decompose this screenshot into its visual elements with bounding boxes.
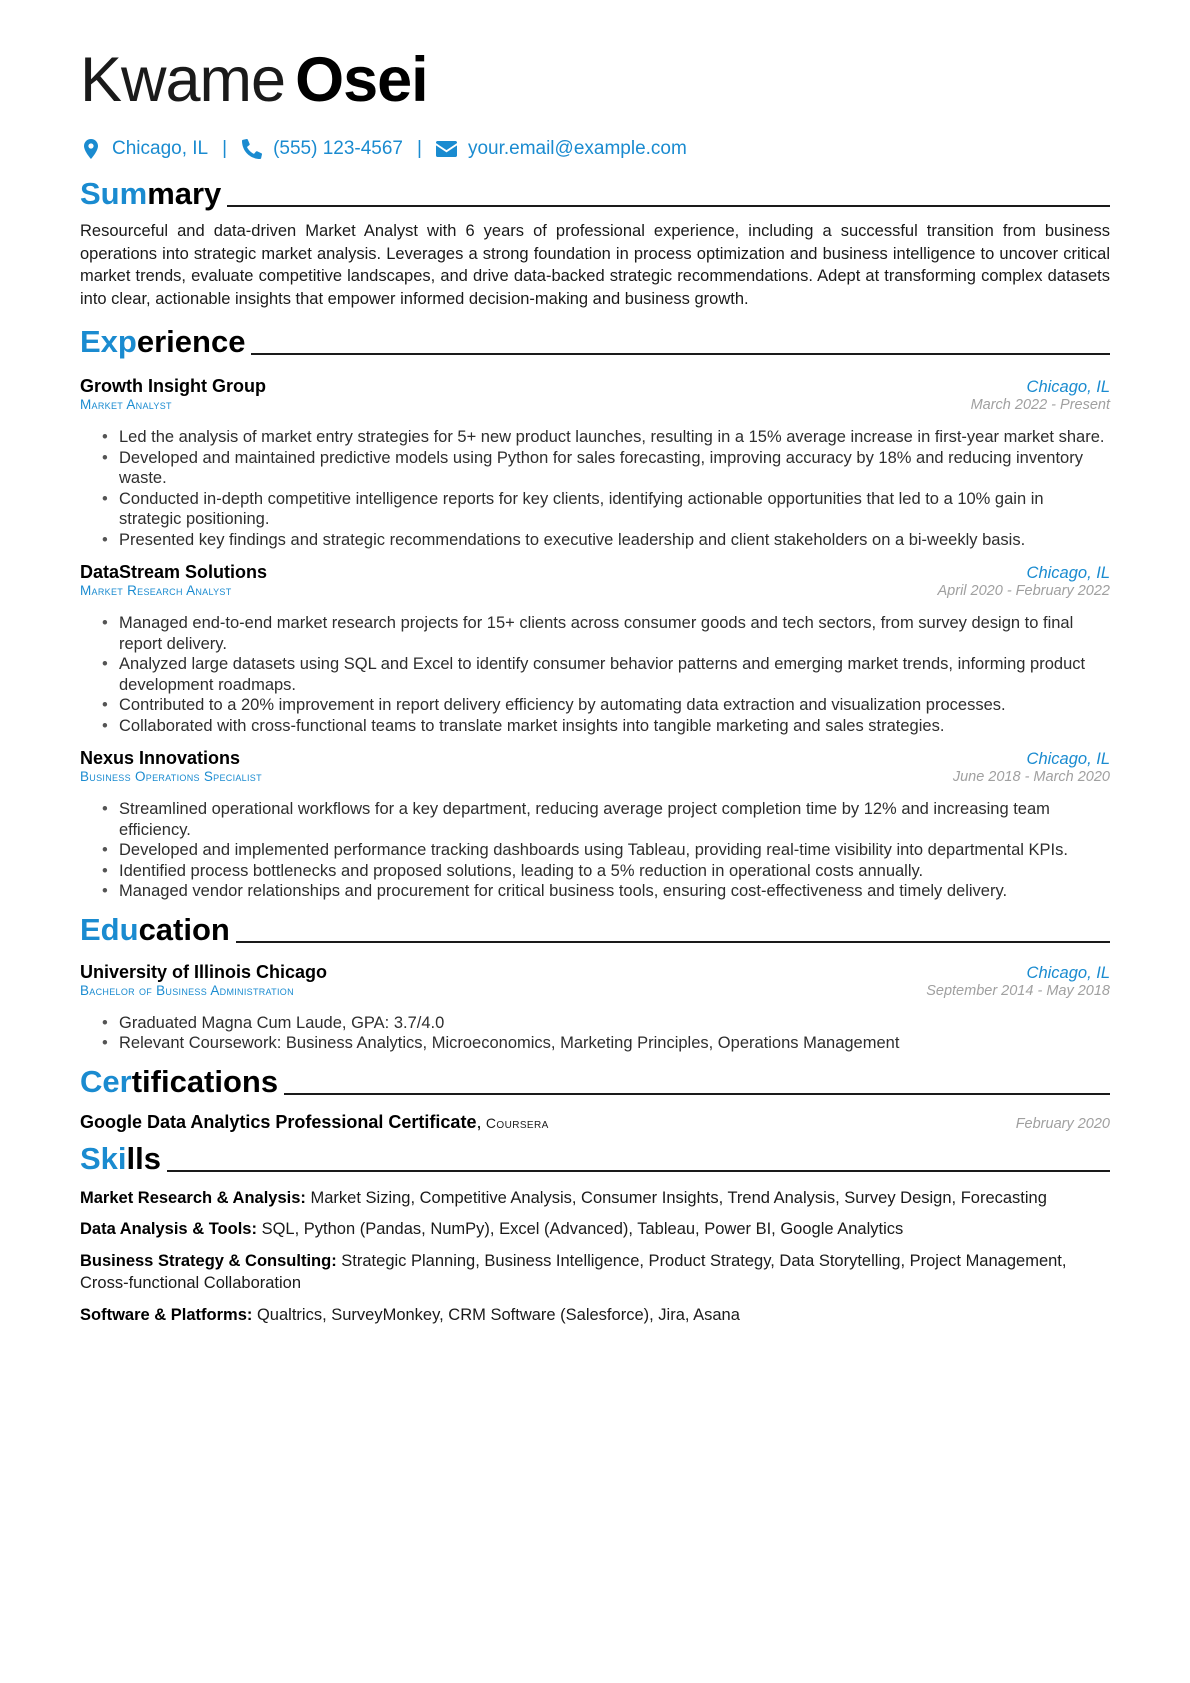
section-title <box>80 322 245 362</box>
skills-heading <box>80 1139 1110 1179</box>
bullet-list <box>80 613 1110 736</box>
bullet-list <box>80 427 1110 550</box>
bullet-item: • Identified process bottlenecks and proposed solutions, leading to a 5% reduction in operational costs annually. <box>102 861 1110 882</box>
skill-items: Market Sizing, Competitive Analysis, Consumer Insights, Trend Analysis, Survey Design, Forecasting <box>310 1188 1047 1207</box>
degree: Bachelor of Business Administration <box>80 982 294 998</box>
section-rule <box>167 1170 1110 1172</box>
summary-text: Resourceful and data-driven Market Analyst with 6 years of professional experience, including a successful transition from business operations into strategic market analysis. Leverages a strong foundation in process optimization and business intelligence to uncover critical market trends, evaluate competitive landscapes, and drive data-backed strategic recommendations. Adept at transforming complex datasets into clear, actionable insights that empower informed decision-making and business growth. <box>80 222 1110 308</box>
skill-line <box>80 1187 1110 1210</box>
skill-line <box>80 1304 1110 1327</box>
last-name: Osei <box>295 45 428 115</box>
bullet-item: • Graduated Magna Cum Laude, GPA: 3.7/4.0 <box>102 1013 1110 1034</box>
section-title <box>80 910 230 950</box>
contact-phone[interactable] <box>241 138 403 160</box>
bullet-item: • Led the analysis of market entry strategies for 5+ new product launches, resulting in a 15% average increase in first-year market share. <box>102 427 1110 448</box>
job-title: Business Operations Specialist <box>80 769 262 784</box>
section-title-rest: mary <box>147 176 222 211</box>
bullet-item: • Developed and implemented performance tracking dashboards using Tableau, providing real-time visibility into departmental KPIs. <box>102 840 1110 861</box>
section-title-rest: lls <box>126 1140 161 1176</box>
skill-line <box>80 1218 1110 1241</box>
section-title <box>80 174 221 214</box>
contact-location <box>80 138 208 160</box>
section-rule <box>251 353 1110 355</box>
education-dates: September 2014 - May 2018 <box>926 982 1110 999</box>
certification-comma: , <box>476 1111 482 1132</box>
company-name: Growth Insight Group <box>80 376 266 396</box>
section-rule <box>236 941 1110 943</box>
certifications-heading <box>80 1062 1110 1102</box>
job-location: Chicago, IL <box>1026 750 1110 768</box>
skill-items: Qualtrics, SurveyMonkey, CRM Software (Salesforce), Jira, Asana <box>256 1305 740 1324</box>
skill-items: SQL, Python (Pandas, NumPy), Excel (Advanced), Tableau, Power BI, Google Analytics <box>261 1220 904 1238</box>
section-title-accent: Cer <box>80 1063 132 1099</box>
job-dates: June 2018 - March 2020 <box>952 769 1110 785</box>
bullet-item: • Managed vendor relationships and procurement for critical business tools, ensuring cost-effectiveness and timely delivery. <box>102 881 1110 902</box>
bullet-item: • Streamlined operational workflows for a key department, reducing average project completion time by 12% and increasing team efficiency. <box>102 799 1110 840</box>
experience-entry <box>80 376 1110 550</box>
section-title-rest: cation <box>138 911 230 947</box>
section-title <box>80 1062 278 1102</box>
phone-icon <box>241 138 263 160</box>
section-title-accent: Sum <box>80 176 148 211</box>
bullet-item: • Collaborated with cross-functional teams to translate market insights into tangible marketing and sales strategies. <box>102 716 1110 737</box>
skill-category: Software & Platforms: <box>80 1305 253 1324</box>
section-title-rest: tifications <box>131 1063 279 1099</box>
skill-items: Strategic Planning, Business Intelligence, Product Strategy, Data Storytelling, Project Management, Cross-functional Collaboration <box>80 1251 1067 1292</box>
bullet-item: • Conducted in-depth competitive intelligence reports for key clients, identifying actionable opportunities that led to a 10% gain in strategic positioning. <box>102 489 1110 530</box>
job-location: Chicago, IL <box>1026 564 1110 582</box>
certification-title: Google Data Analytics Professional Certificate <box>80 1111 477 1132</box>
job-location: Chicago, IL <box>1026 378 1110 396</box>
job-title: Market Research Analyst <box>80 583 232 598</box>
bullet-item: • Relevant Coursework: Business Analytics, Microeconomics, Marketing Principles, Operations Management <box>102 1033 1110 1054</box>
contact-email[interactable] <box>436 138 687 160</box>
bullet-list <box>80 799 1110 902</box>
experience-entry <box>80 748 1110 902</box>
school-location: Chicago, IL <box>1026 963 1110 982</box>
email-link: your.email@example.com <box>467 138 687 159</box>
experience-entry <box>80 562 1110 736</box>
bullet-item: • Analyzed large datasets using SQL and Excel to identify consumer behavior patterns and emerging market trends, informing product development roadmaps. <box>102 654 1110 695</box>
education-entry <box>80 962 1110 1054</box>
contact-separator: | <box>222 138 228 159</box>
map-pin-icon <box>80 138 102 160</box>
phone-text: (555) 123-4567 <box>273 138 403 159</box>
certification-entry <box>80 1112 1110 1133</box>
bullet-item: • Developed and maintained predictive models using Python for sales forecasting, improving accuracy by 18% and reducing inventory waste. <box>102 448 1110 489</box>
section-title-accent: Ski <box>80 1140 127 1176</box>
section-title-accent: Exp <box>80 324 137 359</box>
envelope-icon <box>436 138 458 160</box>
first-name: Kwame <box>80 45 286 115</box>
candidate-name <box>80 40 1110 120</box>
section-rule <box>284 1093 1110 1095</box>
school-name: University of Illinois Chicago <box>80 961 328 982</box>
bullet-list <box>80 1013 1110 1054</box>
section-title-accent: Edu <box>80 911 139 947</box>
skill-line <box>80 1250 1110 1295</box>
certification-line <box>80 1112 549 1133</box>
job-title: Market Analyst <box>80 397 172 412</box>
bullet-item: • Contributed to a 20% improvement in report delivery efficiency by automating data extraction and visualization processes. <box>102 695 1110 716</box>
section-rule <box>227 205 1110 207</box>
job-dates: April 2020 - February 2022 <box>937 583 1110 599</box>
certification-date: February 2020 <box>1015 1115 1110 1132</box>
company-name: DataStream Solutions <box>80 562 268 582</box>
experience-heading <box>80 322 1110 362</box>
job-dates: March 2022 - Present <box>970 397 1110 413</box>
skill-category: Business Strategy & Consulting: <box>80 1251 337 1270</box>
bullet-item: • Presented key findings and strategic recommendations to executive leadership and client stakeholders on a bi-weekly basis. <box>102 530 1110 551</box>
skill-category: Data Analysis & Tools: <box>80 1220 257 1238</box>
bullet-item: • Managed end-to-end market research projects for 15+ clients across consumer goods and tech sectors, from survey design to final report delivery. <box>102 613 1110 654</box>
section-title <box>80 1139 161 1179</box>
skill-category: Market Research & Analysis: <box>80 1188 306 1207</box>
certification-issuer: Coursera <box>485 1114 549 1131</box>
company-name: Nexus Innovations <box>80 748 241 768</box>
section-title-rest: erience <box>136 324 246 359</box>
location-text: Chicago, IL <box>112 138 209 159</box>
education-heading <box>80 910 1110 950</box>
summary-heading <box>80 174 1110 214</box>
contact-separator: | <box>417 138 422 159</box>
contact-bar <box>80 134 1110 164</box>
